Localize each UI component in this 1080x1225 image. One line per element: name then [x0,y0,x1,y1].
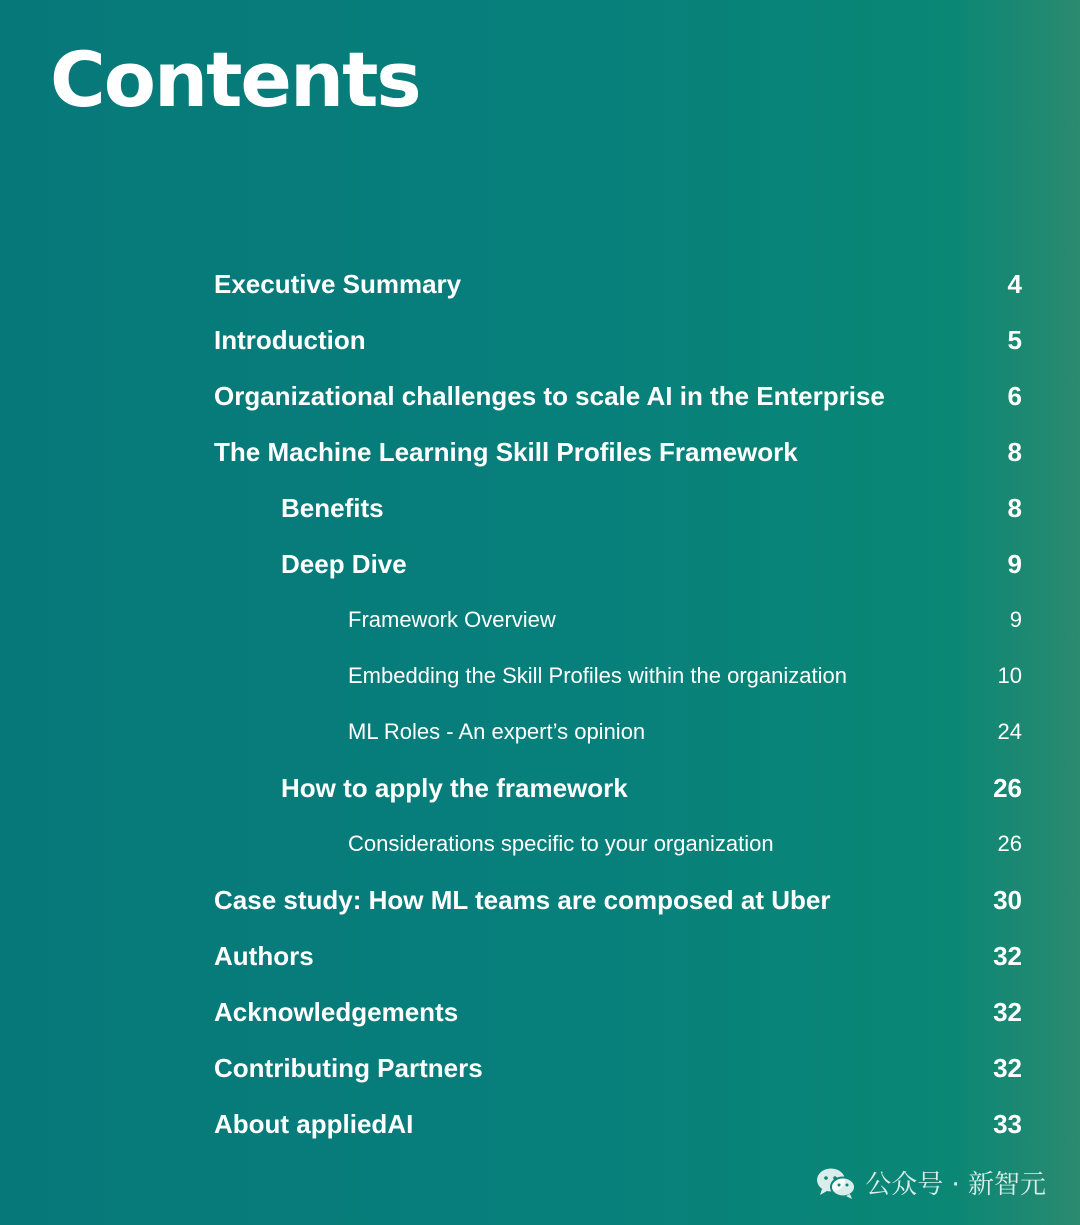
table-of-contents [214,256,1022,1152]
toc-page-number: 24 [997,719,1022,744]
toc-entry-label: Deep Dive [281,548,407,579]
toc-page-number: 32 [993,1052,1022,1083]
toc-page-number: 30 [993,884,1022,915]
toc-entry-label: Contributing Partners [214,1052,483,1083]
toc-entry-label: Considerations specific to your organization [348,831,774,856]
toc-entry-label: Executive Summary [214,268,462,299]
toc-entry-label: The Machine Learning Skill Profiles Framework [214,436,798,467]
toc-entry-label: About appliedAI [214,1108,414,1139]
toc-entry-label: Introduction [214,324,366,355]
toc-entry-label: Acknowledgements [214,996,459,1027]
toc-row[interactable] [214,872,1022,928]
toc-entry-label: Organizational challenges to scale AI in the Enterprise [214,380,885,411]
toc-row[interactable] [214,424,1022,480]
toc-entry-label: How to apply the framework [281,772,628,803]
toc-page-number: 9 [1007,548,1022,579]
toc-entry-label: Embedding the Skill Profiles within the organization [348,663,847,688]
toc-entry-label: ML Roles - An expert’s opinion [348,719,646,744]
toc-row[interactable] [214,984,1022,1040]
toc-row[interactable] [214,536,1022,592]
toc-row[interactable] [214,1040,1022,1096]
toc-row[interactable] [214,1096,1022,1152]
toc-page-number: 4 [1007,268,1022,299]
watermark-text: 公众号 · 新智元 [865,1170,1046,1200]
toc-row[interactable] [214,368,1022,424]
toc-page-number: 10 [997,663,1022,688]
toc-row[interactable] [214,648,1022,704]
toc-page-number: 32 [993,996,1022,1027]
toc-page-number: 33 [993,1108,1022,1139]
toc-entry-label: Framework Overview [348,607,556,632]
toc-page-number: 26 [993,772,1022,803]
toc-page-number: 32 [993,940,1022,971]
toc-entry-label: Benefits [281,492,384,523]
wechat-icon [815,1166,857,1200]
page-title: Contents [50,35,420,124]
toc-row[interactable] [214,256,1022,312]
toc-page-number: 9 [1009,607,1022,632]
toc-entry-label: Case study: How ML teams are composed at Uber [214,884,831,915]
toc-row[interactable] [214,480,1022,536]
toc-row[interactable] [214,760,1022,816]
toc-row[interactable] [214,816,1022,872]
toc-row[interactable] [214,928,1022,984]
toc-page-number: 8 [1007,492,1022,523]
toc-page-number: 6 [1007,380,1022,411]
toc-row[interactable] [214,704,1022,760]
toc-page-number: 8 [1007,436,1022,467]
toc-entry-label: Authors [214,940,314,971]
toc-page-number: 26 [997,831,1022,856]
watermark [815,1164,1046,1201]
toc-row[interactable] [214,592,1022,648]
toc-page-number: 5 [1007,324,1022,355]
toc-row[interactable] [214,312,1022,368]
